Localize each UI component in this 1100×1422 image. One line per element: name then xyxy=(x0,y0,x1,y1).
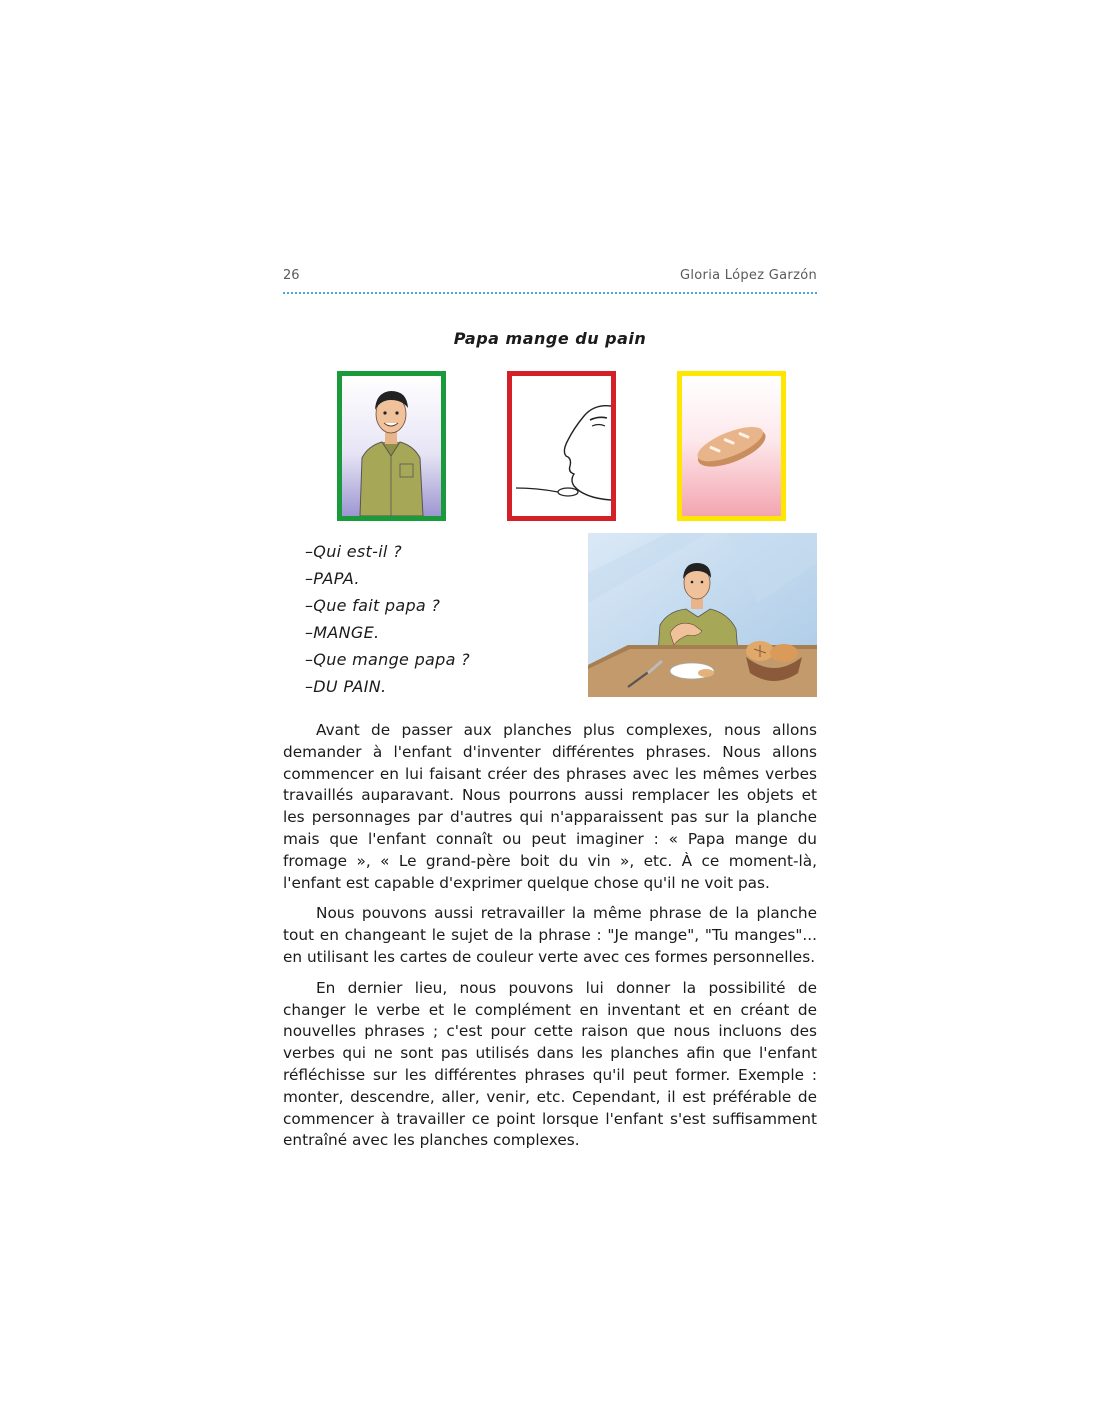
page-number: 26 xyxy=(283,268,300,283)
dialogue-line: –MANGE. xyxy=(305,623,380,642)
card-papa xyxy=(337,371,446,521)
papa-illustration xyxy=(342,376,441,516)
dialogue-line: –PAPA. xyxy=(305,569,360,588)
card-mange xyxy=(507,371,616,521)
scene-papa-eating xyxy=(588,533,817,697)
paragraph: En dernier lieu, nous pouvons lui donner la possibilité de changer le verbe et le complément en inventant et en créant de nouvelles phrases ; c'est pour cette raison que nous incluons des verbes qui ne sont pas utilisés dans les planches afin que l'enfant réfléchisse sur les différentes phrases qu'il peut former. Exemple : monter, descendre, aller, venir, etc. Cependant, il est préférable de commencer à travailler ce point lorsque l'enfant s'est suffisamment entraîné avec les planches complexes. xyxy=(283,978,817,1150)
dialogue-line: –DU PAIN. xyxy=(305,677,387,696)
dialogue-line: –Qui est-il ? xyxy=(305,542,402,561)
paragraph: Nous pouvons aussi retravailler la même phrase de la planche tout en changeant le sujet de la phrase : "Je mange", "Tu manges"... en utilisant les cartes de couleur verte avec ces formes personnelles. xyxy=(283,904,817,966)
author-name: Gloria López Garzón xyxy=(680,268,817,283)
running-header xyxy=(283,266,817,294)
eating-profile-illustration xyxy=(512,376,611,516)
papa-eating-scene-illustration xyxy=(588,533,817,697)
paragraph: Avant de passer aux planches plus complexes, nous allons demander à l'enfant d'inventer différentes phrases. Nous allons commencer en lui faisant créer des phrases avec les mêmes verbes travaillés auparavant. Nous pourrons aussi remplacer les objets et les personnages par d'autres qui n'apparaissent pas sur la planche mais que l'enfant connaît ou peut imaginer : « Papa mange du fromage », « Le grand-père boit du vin », etc. À ce moment-là, l'enfant est capable d'exprimer quelque chose qu'il ne voit pas. xyxy=(283,721,817,892)
card-pain xyxy=(677,371,786,521)
bread-illustration xyxy=(682,376,781,516)
sentence-title: Papa mange du pain xyxy=(453,329,647,348)
body-text xyxy=(283,720,817,1161)
dialogue-list xyxy=(305,538,470,700)
dialogue-line: –Que mange papa ? xyxy=(305,650,470,669)
dialogue-line: –Que fait papa ? xyxy=(305,596,441,615)
